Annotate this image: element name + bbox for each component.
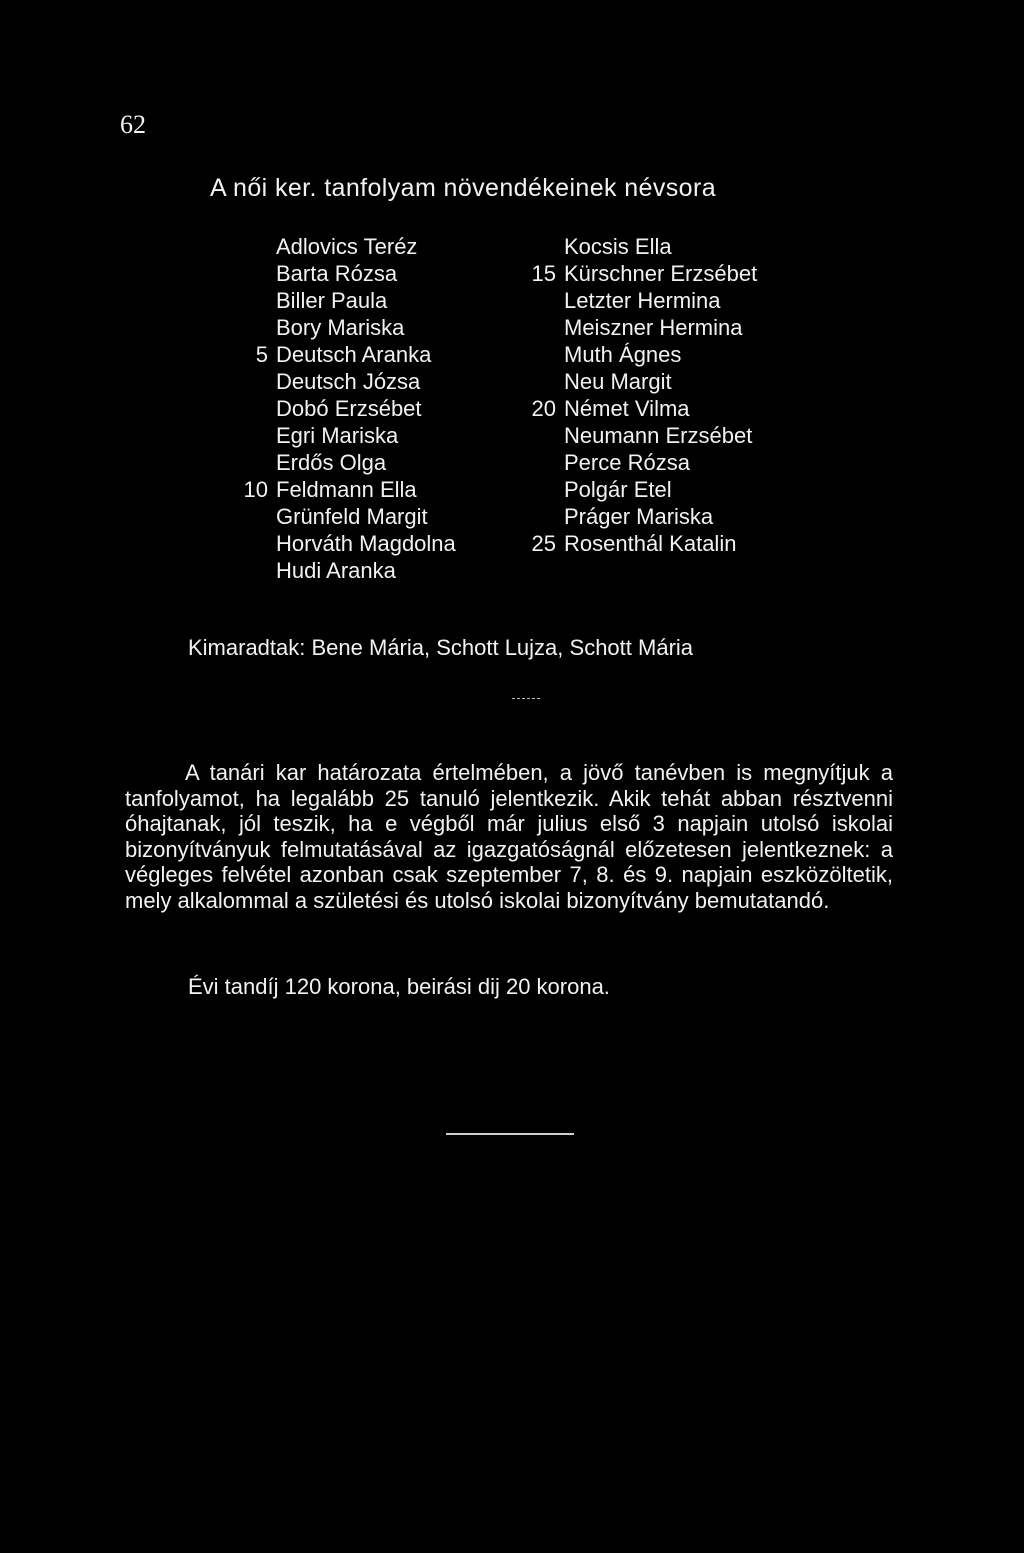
list-item [564,476,757,503]
list-item [243,476,456,503]
tuition-fee-line: Évi tandíj 120 korona, beirási dij 20 korona. [188,974,610,999]
list-item [531,395,757,422]
student-name: Rosenthál Katalin [564,531,737,556]
list-item [276,314,456,341]
list-item [276,260,456,287]
student-name: Horváth Magdolna [276,531,456,556]
list-item [564,422,757,449]
student-name: Bory Mariska [276,315,405,340]
student-name: Biller Paula [276,288,388,313]
student-name: Kürschner Erzsébet [564,261,758,286]
student-name: Práger Mariska [564,504,714,529]
list-item [564,314,757,341]
student-name: Meiszner Hermina [564,315,743,340]
student-name: Neumann Erzsébet [564,423,753,448]
student-name: Barta Rózsa [276,261,398,286]
list-item [564,341,757,368]
student-name: Perce Rózsa [564,450,690,475]
student-name: Egri Mariska [276,423,399,448]
student-list-left [243,233,456,584]
list-item [276,422,456,449]
student-name: Erdős Olga [276,450,387,475]
list-item [531,260,758,287]
list-item [564,233,757,260]
list-item [564,287,757,314]
student-name: Hudi Aranka [276,558,396,583]
student-name: Kocsis Ella [564,234,672,259]
line-number: 15 [531,261,556,286]
student-name: Muth Ágnes [564,342,682,367]
list-item [255,341,456,368]
list-item [276,233,456,260]
list-item [276,395,456,422]
list-item [531,530,757,557]
list-item [276,530,456,557]
student-name: Neu Margit [564,369,672,394]
student-name: Feldmann Ella [276,477,417,502]
separator-dash [512,698,540,699]
student-list-right [531,233,758,557]
list-item [276,287,456,314]
line-number: 5 [255,342,268,367]
page-title: A női ker. tanfolyam növendékeinek névsora [210,174,716,202]
page-number: 62 [120,110,146,139]
line-number: 20 [531,396,556,421]
student-name: Polgár Etel [564,477,672,502]
list-item [564,449,757,476]
list-item [564,368,757,395]
line-number: 10 [243,477,268,502]
remaining-students-line: Kimaradtak: Bene Mária, Schott Lujza, Schott Mária [188,635,694,660]
list-item [276,368,456,395]
list-item [276,503,456,530]
student-name: Deutsch Aranka [276,342,432,367]
student-name: Deutsch Józsa [276,369,421,394]
list-item [564,503,757,530]
student-name: Dobó Erzsébet [276,396,422,421]
list-item [276,557,456,584]
end-rule [446,1133,574,1135]
list-item [276,449,456,476]
student-name: Adlovics Teréz [276,234,418,259]
line-number: 25 [531,531,556,556]
student-name: Grünfeld Margit [276,504,428,529]
student-name: Letzter Hermina [564,288,721,313]
student-name: Német Vilma [564,396,690,421]
announcement-paragraph: A tanári kar határozata értelmében, a jövő tanévben is megnyítjuk a tanfolyamot, ha legalább 25 tanuló jelentkezik. Akik tehát abban résztvenni óhajtanak, jól teszik, ha e végből már julius első 3 napjain utolsó iskolai bizonyítványuk felmutatásával az igazgatóságnál előzetesen jelentkeznek: a végleges felvétel azonban csak szeptember 7, 8. és 9. napjain eszközöltetik, mely alkalommal a születési és utolsó iskolai bizonyítvány bemutatandó. [125,760,893,913]
